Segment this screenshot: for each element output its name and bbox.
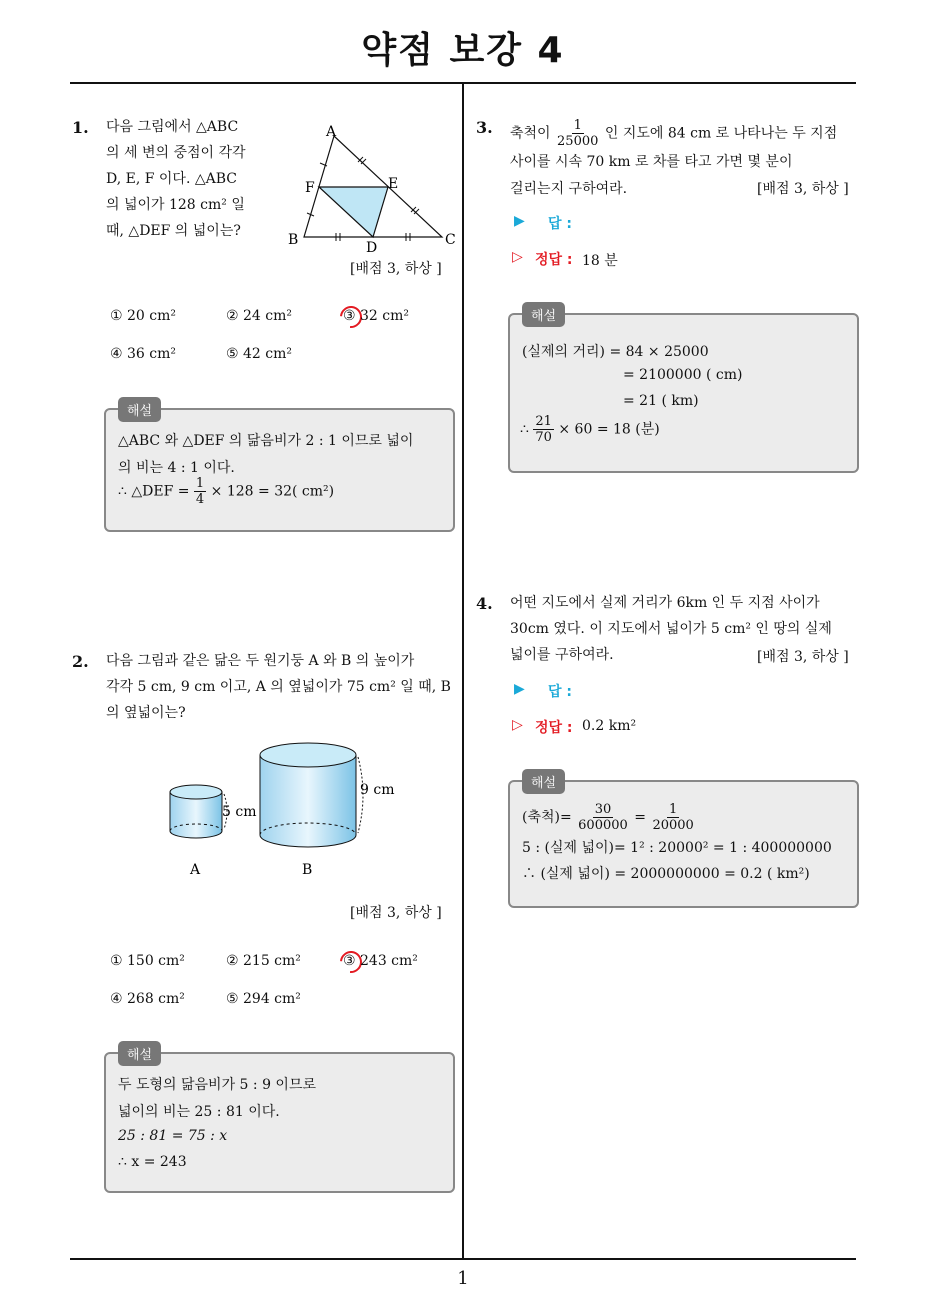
q1-choice-1[interactable]: ① 20 cm² — [110, 308, 176, 324]
q4-number: 4. — [476, 594, 493, 613]
q3-therefore: ∴ — [520, 421, 529, 438]
label-f: F — [305, 180, 315, 196]
q1-line: 의 넓이가 128 cm² 일 — [106, 197, 245, 213]
fraction-numerator: 21 — [535, 414, 552, 429]
q1-line: 다음 그림에서 △ABC — [106, 119, 239, 135]
q1-explanation-tag: 해설 — [118, 397, 161, 422]
height-b-label: 9 cm — [360, 782, 395, 798]
q2-choice-4[interactable]: ④ 268 cm² — [110, 991, 185, 1007]
q3-line-1 — [510, 118, 837, 149]
q2-explain-line: 두 도형의 닮음비가 5 : 9 이므로 — [118, 1077, 316, 1093]
q1-choice-2[interactable]: ② 24 cm² — [226, 308, 292, 324]
fraction-denominator: 600000 — [578, 818, 628, 833]
q3-meta: [배점 3, 하상 ] — [757, 181, 849, 197]
q1-number: 1. — [72, 118, 89, 137]
q4-explain-line: 5 : (실제 넓이)= 1² : 20000² = 1 : 400000000 — [522, 840, 832, 856]
q1-explain-line — [118, 476, 334, 507]
q1-text — [106, 114, 246, 244]
q3-explain-line: (실제의 거리) = 84 × 25000 — [522, 344, 709, 360]
label-a: A — [326, 124, 337, 140]
q3-correct-arrow-icon: ▷ — [512, 249, 523, 265]
q1-explain-prefix: ∴ △DEF = — [118, 483, 190, 500]
q2-line: 각각 5 cm, 9 cm 이고, A 의 옆넓이가 75 cm² 일 때, B — [106, 679, 451, 695]
q1-choice-5[interactable]: ⑤ 42 cm² — [226, 346, 292, 362]
q3-explain-line — [520, 414, 660, 445]
q2-explanation-tag: 해설 — [118, 1041, 161, 1066]
q2-explain-line: 넓이의 비는 25 : 81 이다. — [118, 1104, 280, 1120]
q3-explain-line: = 21 ( km) — [623, 393, 699, 409]
q2-meta: [배점 3, 하상 ] — [350, 905, 442, 921]
page-title: 약점 보강 4 — [361, 30, 565, 71]
q1-explain-fraction — [194, 476, 206, 507]
fraction-numerator: 1 — [668, 802, 678, 817]
q1-explain-line: 의 비는 4 : 1 이다. — [118, 460, 235, 476]
q1-triangle-figure — [282, 120, 462, 255]
cylinder-b-label: B — [302, 862, 313, 878]
q4-line: 어떤 지도에서 실제 거리가 6km 인 두 지점 사이가 — [510, 595, 820, 611]
q4-explanation-tag: 해설 — [522, 769, 565, 794]
q2-text — [106, 648, 451, 726]
q3-text-a: 축척이 — [510, 125, 551, 142]
fraction-denominator: 25000 — [557, 134, 599, 149]
q2-choice-2[interactable]: ② 215 cm² — [226, 953, 301, 969]
label-b: B — [288, 232, 299, 248]
q3-number: 3. — [476, 118, 493, 137]
q4-explain-line — [522, 802, 696, 833]
q1-explain-line: △ABC 와 △DEF 의 닮음비가 2 : 1 이므로 넓이 — [118, 433, 414, 449]
q4-answer-label[interactable]: 답 : — [548, 684, 572, 700]
q1-line: 때, △DEF 의 넓이는? — [106, 223, 241, 239]
q1-choice-4[interactable]: ④ 36 cm² — [110, 346, 176, 362]
q3-explain-line: = 2100000 ( cm) — [623, 367, 743, 383]
q2-line: 다음 그림과 같은 닮은 두 원기둥 A 와 B 의 높이가 — [106, 653, 415, 669]
fraction-denominator: 4 — [195, 492, 205, 507]
q3-explain-fraction — [533, 414, 554, 445]
q2-explain-line: ∴ x = 243 — [118, 1154, 187, 1170]
q1-line: D, E, F 이다. △ABC — [106, 171, 237, 187]
q4-fraction-2 — [650, 802, 695, 833]
q3-answer-label[interactable]: 답 : — [548, 216, 572, 232]
q3-explain-suffix: × 60 = 18 (분) — [558, 421, 660, 438]
q2-line: 의 옆넓이는? — [106, 705, 186, 721]
bottom-rule — [70, 1258, 856, 1260]
label-c: C — [445, 232, 456, 248]
q2-number: 2. — [72, 652, 89, 671]
q3-correct-value: 18 분 — [582, 253, 618, 269]
q4-line: 넓이를 구하여라. — [510, 647, 614, 663]
cylinder-a-label: A — [190, 862, 201, 878]
q3-correct-label: 정답 : — [535, 252, 573, 268]
q2-choice-5[interactable]: ⑤ 294 cm² — [226, 991, 301, 1007]
q4-scale-label: (축척)= — [522, 809, 572, 826]
q4-fraction-1 — [576, 802, 630, 833]
label-d: D — [366, 240, 378, 255]
fraction-numerator: 1 — [573, 118, 582, 133]
q2-cylinders-figure — [160, 735, 400, 880]
column-divider — [462, 84, 464, 1260]
q4-answer-arrow-icon: ▶ — [514, 681, 525, 697]
page-number: 1 — [457, 1268, 469, 1289]
q4-meta: [배점 3, 하상 ] — [757, 649, 849, 665]
q4-correct-arrow-icon: ▷ — [512, 717, 523, 733]
q1-line: 의 세 변의 중점이 각각 — [106, 145, 246, 161]
q4-equals: = — [634, 809, 646, 826]
fraction-denominator: 20000 — [652, 818, 694, 833]
q4-line: 30cm 였다. 이 지도에서 넓이가 5 cm² 인 땅의 실제 — [510, 621, 832, 637]
q3-explanation-tag: 해설 — [522, 302, 565, 327]
q1-explain-suffix: × 128 = 32( cm²) — [210, 483, 335, 500]
q2-choice-3[interactable]: ③ 243 cm² — [343, 953, 418, 969]
q3-line-3: 걸리는지 구하여라. — [510, 181, 628, 197]
label-e: E — [388, 176, 399, 192]
q4-explain-line: ∴ (실제 넓이) = 2000000000 = 0.2 ( km²) — [522, 866, 810, 882]
q3-answer-arrow-icon: ▶ — [514, 213, 525, 229]
fraction-denominator: 70 — [535, 430, 552, 445]
q3-scale-fraction — [555, 118, 600, 149]
q4-correct-value: 0.2 km² — [582, 718, 637, 734]
q2-choice-1[interactable]: ① 150 cm² — [110, 953, 185, 969]
fraction-numerator: 30 — [594, 802, 612, 817]
q1-choice-3[interactable]: ③ 32 cm² — [343, 308, 409, 324]
height-a-label: 5 cm — [222, 804, 257, 820]
q3-line-2: 사이를 시속 70 km 로 차를 타고 가면 몇 분이 — [510, 154, 793, 170]
q4-correct-label: 정답 : — [535, 720, 573, 736]
q2-explain-line: 25 : 81 = 75 : x — [118, 1128, 228, 1144]
q3-text-b: 인 지도에 84 cm 로 나타나는 두 지점 — [604, 125, 838, 142]
q1-meta: [배점 3, 하상 ] — [350, 261, 442, 277]
fraction-numerator: 1 — [195, 476, 205, 491]
